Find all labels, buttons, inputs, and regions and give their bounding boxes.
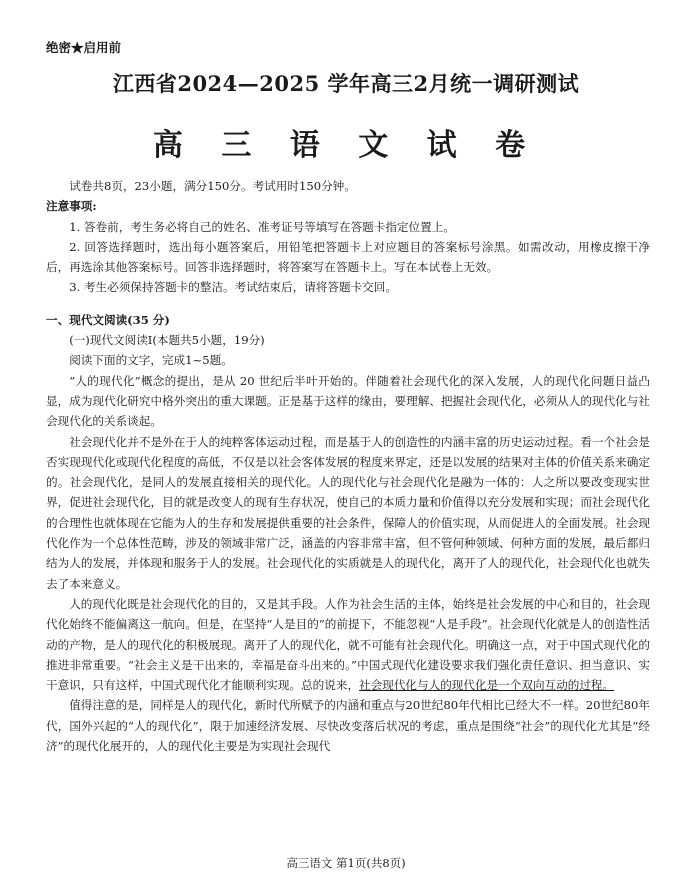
paragraph-text: 人的现代化既是社会现代化的目的，又是其手段。人作为社会生活的主体，始终是社会发展的中心和目的，社会现代化始终不能偏离这一航向。但是，在坚持“人是目的”的前提下，不能忽视“人是手段”。社会现代化就是人的创造性活动的产物，是人的现代化的积极展现。离开了人的现代化，就不可能有社会现代化。明确这一点，对于中国式现代化的推进非常重要。“社会主义是干出来的，幸福是奋斗出来的。”中国式现代化建设要求我们强化责任意识、担当意识、实干意识，只有这样，中国式现代化才能顺利实现。总的说来，: [46, 596, 650, 693]
notes-heading: 注意事项:: [46, 199, 97, 214]
underlined-sentence: 社会现代化与人的现代化是一个双向互动的过程。: [359, 678, 615, 693]
main-title: 高 三 语 文 试 卷: [152, 128, 540, 163]
note-item: 1. 答卷前，考生务必将自己的姓名、准考证号等填写在答题卡指定位置上。: [69, 219, 455, 234]
exam-title: 江西省2024—2025 学年高三2月统一调研测试: [112, 71, 580, 96]
exam-body: [46, 176, 650, 756]
sub-heading: (一)现代文阅读Ⅰ(本题共5小题，19分): [69, 333, 265, 348]
reading-instruction: 阅读下面的文字，完成1~5题。: [69, 353, 233, 368]
reading-paragraph: 值得注意的是，同样是人的现代化，新时代所赋予的内涵和重点与20世纪80年代相比已经大不一样。20世纪80年代，国外兴起的“人的现代化”，限于加速经济发展、尽快改变落后状况的考虑，重点是围绕“社会”的现代化尤其是“经济”的现代化展开的，人的现代化主要是为实现社会现代: [46, 698, 650, 754]
note-item: 2. 回答选择题时，选出每小题答案后，用铅笔把答题卡上对应题目的答案标号涂黑。如需改动，用橡皮擦干净后，再选涂其他答案标号。回答非选择题时，将答案写在答题卡上。写在本试卷上无效。: [46, 239, 650, 275]
section-heading: 一、现代文阅读(35 分): [46, 312, 170, 327]
secret-label: 绝密★启用前: [46, 40, 122, 55]
note-item: 3. 考生必须保持答题卡的整洁。考试结束后，请将答题卡交回。: [69, 280, 397, 295]
page-footer: 高三语文 第1页(共8页): [286, 856, 406, 870]
reading-paragraph: 社会现代化并不是外在于人的纯粹客体运动过程，而是基于人的创造性的内涵丰富的历史运动过程。看一个社会是否实现现代化或现代化程度的高低，不仅是以社会客体发展的程度来界定，还是以发展的结果对主体的价值关系来确定的。社会现代化，是同人的发展直接相关的现代化。人的现代化与社会现代化是融为一体的：人之所以要改变现实世界，促进社会现代化，目的就是改变人的现有生存状况，使自己的本质力量和价值得以充分发展和实现；而社会现代化的合理性也就体现在它能为人的生存和发展提供重要的社会条件，保障人的价值实现，从而促进人的全面发展。社会现代化作为一个总体性范畴，涉及的领域非常广泛，涵盖的内容非常丰富，但不管何种领域、何种方面的发展，最后都归结为人的发展，并体现和服务于人的发展。社会现代化的实质就是人的现代化，离开了人的现代化，社会现代化也就失去了本来意义。: [46, 434, 650, 591]
reading-paragraph: “人的现代化”概念的提出，是从 20 世纪后半叶开始的。伴随着社会现代化的深入发展，人的现代化问题日益凸显，成为现代化研究中格外突出的重大课题。正是基于这样的缘由，要理解、把握社会现代化，必须从人的现代化与社会现代化的关系谈起。: [46, 373, 650, 429]
exam-intro: 试卷共8页，23小题，满分150分。考试用时150分钟。: [69, 179, 356, 193]
reading-paragraph: [46, 594, 650, 695]
